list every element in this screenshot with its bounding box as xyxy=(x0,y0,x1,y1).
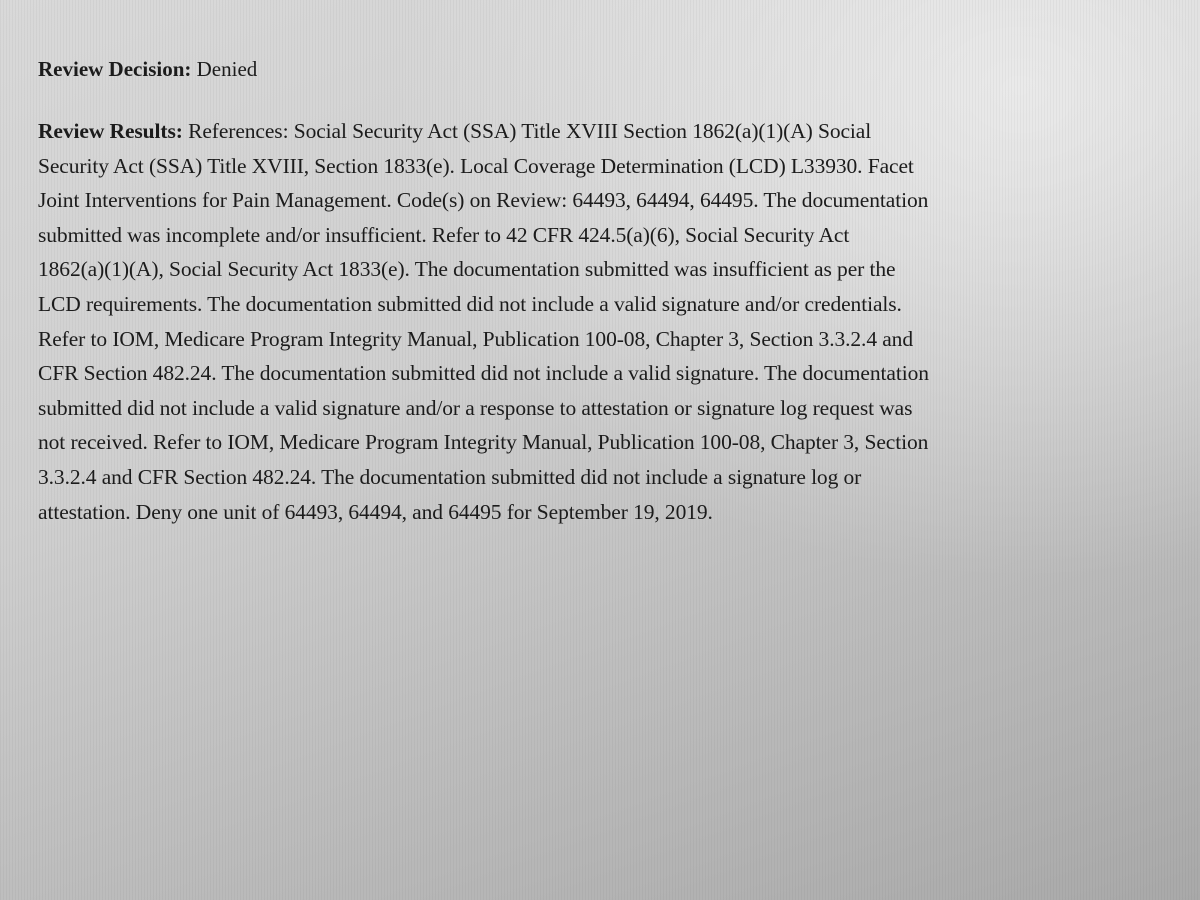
review-results-line: CFR Section 482.24. The documentation submitted did not include a valid signature. The documentation xyxy=(38,361,929,386)
review-decision xyxy=(38,54,1158,84)
review-decision-value: Denied xyxy=(196,57,258,81)
review-results-line xyxy=(38,114,1158,149)
review-results-line: 3.3.2.4 and CFR Section 482.24. The documentation submitted did not include a signature log or xyxy=(38,464,862,489)
review-results-line: LCD requirements. The documentation submitted did not include a valid signature and/or credentials. xyxy=(38,291,902,316)
review-results-line: Joint Interventions for Pain Management. Code(s) on Review: 64493, 64494, 64495. The documentation xyxy=(38,188,929,213)
review-results-line: submitted did not include a valid signature and/or a response to attestation or signature log request was xyxy=(38,395,913,420)
line-text: References: Social Security Act (SSA) Title XVIII Section 1862(a)(1)(A) Social xyxy=(188,119,872,143)
review-document xyxy=(38,54,1158,529)
review-results-label: Review Results: xyxy=(38,119,183,143)
review-decision-label: Review Decision: xyxy=(38,57,192,81)
review-results-line: submitted was incomplete and/or insufficient. Refer to 42 CFR 424.5(a)(6), Social Security Act xyxy=(38,222,850,247)
review-results-line: Security Act (SSA) Title XVIII, Section 1833(e). Local Coverage Determination (LCD) L33930. Facet xyxy=(38,153,914,178)
review-results-line: not received. Refer to IOM, Medicare Program Integrity Manual, Publication 100-08, Chapter 3, Section xyxy=(38,430,929,455)
review-results-line: 1862(a)(1)(A), Social Security Act 1833(e). The documentation submitted was insufficient as per the xyxy=(38,257,896,282)
review-results xyxy=(38,114,1158,529)
review-results-line: Refer to IOM, Medicare Program Integrity Manual, Publication 100-08, Chapter 3, Section 3.3.2.4 and xyxy=(38,326,913,351)
review-results-line: attestation. Deny one unit of 64493, 64494, and 64495 for September 19, 2019. xyxy=(38,499,713,524)
